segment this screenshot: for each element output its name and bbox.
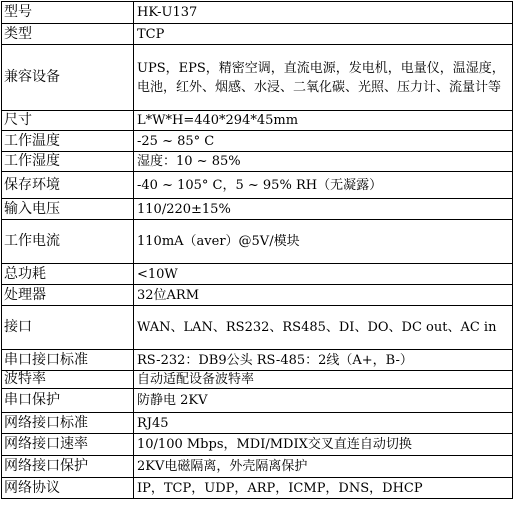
table-row <box>2 172 513 199</box>
row-value: IP，TCP，UDP，ARP，ICMP，DNS，DHCP <box>134 478 513 499</box>
row-label: 接口 <box>2 306 134 350</box>
table-row <box>2 371 513 389</box>
table-row <box>2 111 513 131</box>
row-value: 110mA（aver）@5V/模块 <box>134 220 513 264</box>
row-value: -40 ~ 105° C，5 ~ 95% RH（无凝露） <box>134 172 513 199</box>
table-row <box>2 478 513 499</box>
row-label: 兼容设备 <box>2 45 134 111</box>
table-row <box>2 131 513 152</box>
row-value: 2KV电磁隔离，外壳隔离保护 <box>134 456 513 478</box>
row-value: RS-232：DB9公头 RS-485：2线（A+，B-） <box>134 350 513 371</box>
row-label: 网络接口保护 <box>2 456 134 478</box>
row-value: WAN、LAN、RS232、RS485、DI、DO、DC out、AC in <box>134 306 513 350</box>
table-row <box>2 434 513 456</box>
row-label: 保存环境 <box>2 172 134 199</box>
table-row <box>2 45 513 111</box>
row-label: 网络协议 <box>2 478 134 499</box>
row-label: 输入电压 <box>2 199 134 220</box>
row-label: 波特率 <box>2 371 134 389</box>
row-label: 处理器 <box>2 285 134 306</box>
table-row <box>2 413 513 434</box>
row-value: UPS，EPS，精密空调，直流电源，发电机，电量仪，温湿度，电池，红外、烟感、水浸、二氧化碳、光照、压力计、流量计等 <box>134 45 513 111</box>
row-value: <10W <box>134 264 513 285</box>
row-value: L*W*H=440*294*45mm <box>134 111 513 131</box>
table-row <box>2 24 513 45</box>
row-value: 32位ARM <box>134 285 513 306</box>
table-row <box>2 285 513 306</box>
table-row <box>2 2 513 24</box>
row-label: 网络接口标准 <box>2 413 134 434</box>
row-label: 类型 <box>2 24 134 45</box>
row-label: 网络接口速率 <box>2 434 134 456</box>
table-row <box>2 456 513 478</box>
row-value: 湿度：10 ~ 85% <box>134 152 513 172</box>
row-label: 串口保护 <box>2 389 134 413</box>
table-row <box>2 306 513 350</box>
row-label: 尺寸 <box>2 111 134 131</box>
spec-table <box>1 1 513 499</box>
row-value: 10/100 Mbps，MDI/MDIX交叉直连自动切换 <box>134 434 513 456</box>
row-value: 自动适配设备波特率 <box>134 371 513 389</box>
table-row <box>2 264 513 285</box>
row-value: 110/220±15% <box>134 199 513 220</box>
table-row <box>2 389 513 413</box>
row-label: 型号 <box>2 2 134 24</box>
row-value: TCP <box>134 24 513 45</box>
table-row <box>2 350 513 371</box>
row-value: 防静电 2KV <box>134 389 513 413</box>
row-label: 总功耗 <box>2 264 134 285</box>
table-row <box>2 152 513 172</box>
table-row <box>2 199 513 220</box>
table-row <box>2 220 513 264</box>
row-value: RJ45 <box>134 413 513 434</box>
row-label: 串口接口标准 <box>2 350 134 371</box>
row-label: 工作电流 <box>2 220 134 264</box>
row-value: -25 ~ 85° C <box>134 131 513 152</box>
row-label: 工作湿度 <box>2 152 134 172</box>
row-value: HK-U137 <box>134 2 513 24</box>
row-label: 工作温度 <box>2 131 134 152</box>
